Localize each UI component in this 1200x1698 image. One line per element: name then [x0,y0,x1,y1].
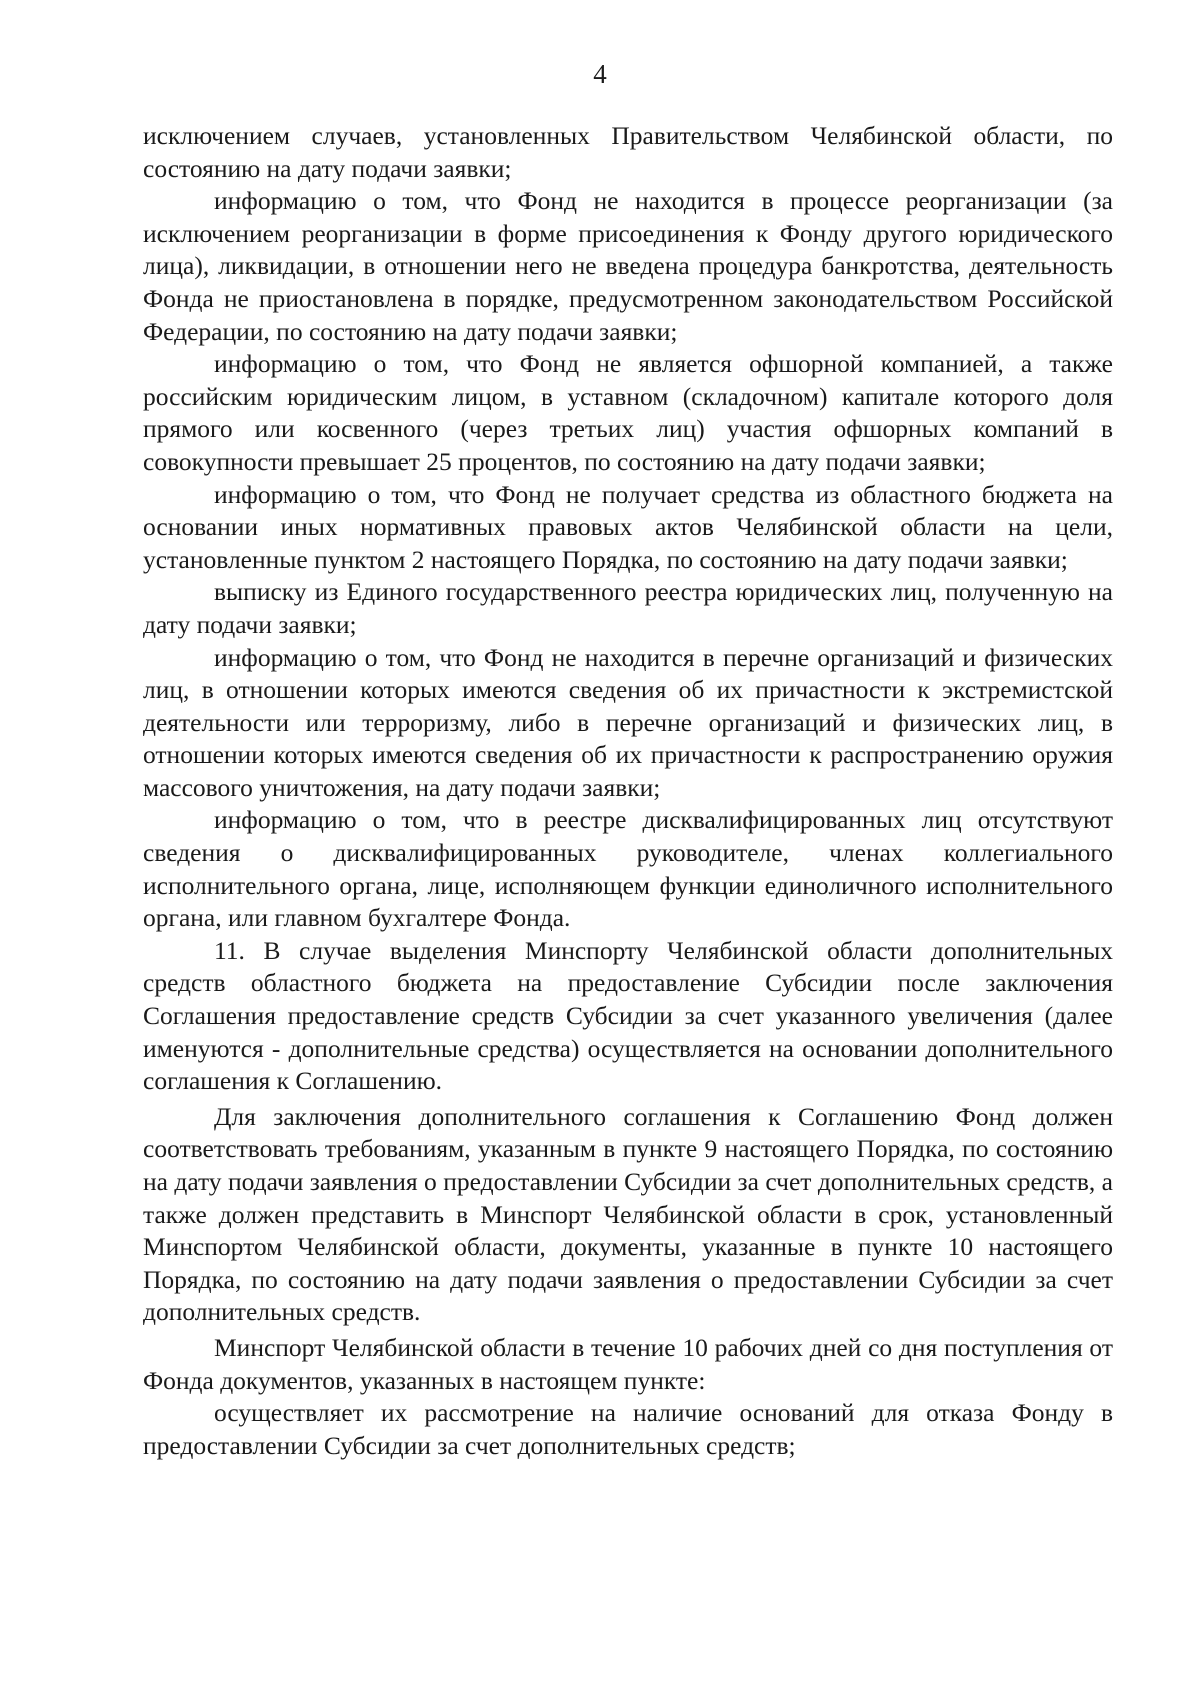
paragraph-additional-agreement: Для заключения дополнительного соглашения к Соглашению Фонд должен соответствовать требованиям, указанным в пункте 9 настоящего Порядка, по состоянию на дату подачи заявления о предоставлении Субсидии за счет дополнительных средств, а также должен представить в Минспорт Челябинской области в срок, установленный Минспортом Челябинской области, документы, указанные в пункте 10 настоящего Порядка, по состоянию на дату подачи заявления о предоставлении Субсидии за счет дополнительных средств. [143,1101,1113,1327]
paragraph-extremism-list-info: информацию о том, что Фонд не находится в перечне организаций и физических лиц, в отношении которых имеются сведения об их причастности к экстремистской деятельности или терроризму, либо в перечне организаций и физических лиц, в отношении которых имеются сведения об их причастности к распространению оружия массового уничтожения, на дату подачи заявки; [143,642,1113,802]
paragraph-offshore-info: информацию о том, что Фонд не является офшорной компанией, а также российским юридическим лицом, в уставном (складочном) капитале которого доля прямого или косвенного (через третьих лиц) участия офшорных компаний в совокупности превышает 25 процентов, по состоянию на дату подачи заявки; [143,349,1113,476]
page-number: 4 [593,59,607,89]
paragraph-budget-funds-info: информацию о том, что Фонд не получает средства из областного бюджета на основании иных нормативных правовых актов Челябинской области на цели, установленные пунктом 2 настоящего Порядка, по состоянию на дату подачи заявки; [143,479,1113,574]
paragraph-continuation: исключением случаев, установленных Правительством Челябинской области, по состоянию на дату подачи заявки; [143,121,1113,183]
paragraph-reorganization-info: информацию о том, что Фонд не находится в процессе реорганизации (за исключением реорганизации в форме присоединения к Фонду другого юридического лица), ликвидации, в отношении него не введена процедура банкротства, деятельность Фонда не приостановлена в порядке, предусмотренном законодательством Российской Федерации, по состоянию на дату подачи заявки; [143,186,1113,346]
document-body [143,120,1113,1462]
paragraph-review-action: осуществляет их рассмотрение на наличие оснований для отказа Фонду в предоставлении Субсидии за счет дополнительных средств; [143,1398,1113,1460]
paragraph-item-11: 11. В случае выделения Минспорту Челябинской области дополнительных средств областного бюджета на предоставление Субсидии после заключения Соглашения предоставление средств Субсидии за счет указанного увеличения (далее именуются - дополнительные средства) осуществляется на основании дополнительного соглашения к Соглашению. [143,935,1113,1096]
paragraph-review-period: Минспорт Челябинской области в течение 10 рабочих дней со дня поступления от Фонда документов, указанных в настоящем пункте: [143,1332,1113,1395]
paragraph-disqualified-persons-info: информацию о том, что в реестре дисквалифицированных лиц отсутствуют сведения о дисквалифицированных руководителе, членах коллегиального исполнительного органа, лице, исполняющем функции единоличного исполнительного органа, или главном бухгалтере Фонда. [143,805,1113,933]
paragraph-registry-extract: выписку из Единого государственного реестра юридических лиц, полученную на дату подачи заявки; [143,577,1113,639]
